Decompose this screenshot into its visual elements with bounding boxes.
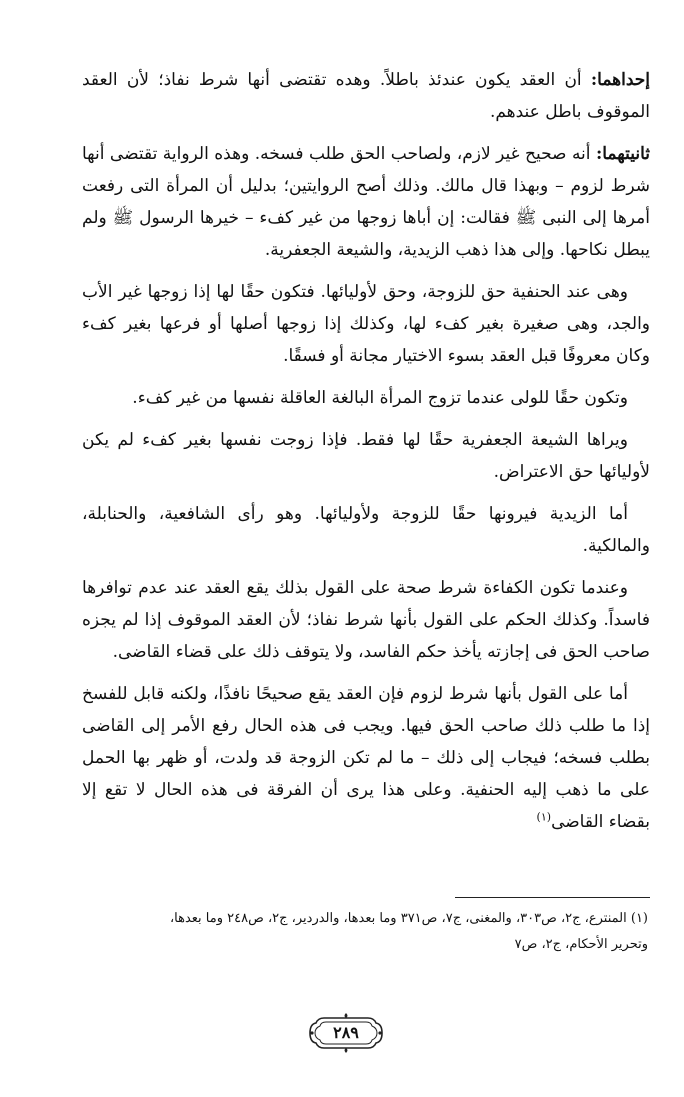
- paragraph-5: [82, 424, 650, 488]
- paragraph-text: أنه صحيح غير لازم، ولصاحب الحق طلب فسخه. وهذه الرواية تقتضى أنها شرط لزوم – وبهذا قال مالك. وذلك أصح الروايتين؛ بدليل أن المرأة التى رفعت أمرها إلى النبى ﷺ فقالت: إن أباها زوجها من غير كفء – خيرها الرسول ﷺ ولم يبطل نكاحها. وإلى هذا ذهب الزيدية، والشيعة الجعفرية.: [82, 144, 650, 260]
- footnote-line: (١) المنترع، ج٢، ص٣٠٣، والمغنى، ج٧، ص٣٧١ وما بعدها، والدردير، ج٢، ص٢٤٨ وما بعدها،: [169, 911, 648, 926]
- paragraph-text: أن العقد يكون عندئذ باطلاً. وهده تقتضى أنها شرط نفاذ؛ لأن العقد الموقوف باطل عندهم.: [82, 70, 650, 122]
- footnote-line: وتحرير الأحكام، ج٢، ص٧: [514, 937, 648, 952]
- paragraph-4: [82, 382, 650, 414]
- paragraph-8: [82, 678, 650, 838]
- paragraph-7: [82, 572, 650, 668]
- page-number-ornament: [308, 1012, 384, 1054]
- paragraph-text: وتكون حقًا للولى عندما تزوج المرأة البالغة العاقلة نفسها من غير كفء.: [132, 388, 628, 408]
- paragraph-text: وهى عند الحنفية حق للزوجة، وحق لأوليائها. فتكون حقًا لها إذا زوجها غير الأب والجد، وهى صغيرة بغير كفء لها، وكذلك إذا زوجها أصلها أو فرعها بغير كفء وكان معروفًا قبل العقد بسوء الاختيار مجانة أو فسقًا.: [82, 282, 650, 366]
- footnote-marker: (١): [536, 810, 552, 824]
- paragraph-2: [82, 138, 650, 266]
- main-text: [82, 64, 650, 848]
- paragraph-text: أما الزيدية فيرونها حقًا للزوجة ولأوليائها. وهو رأى الشافعية، والحنابلة، والمالكية.: [82, 504, 650, 556]
- paragraph-3: [82, 276, 650, 372]
- page-number: ٢٨٩: [333, 1023, 359, 1042]
- paragraph-6: [82, 498, 650, 562]
- paragraph-text: أما على القول بأنها شرط لزوم فإن العقد يقع صحيحًا نافذًا، ولكنه قابل للفسخ إذا ما طلب ذلك صاحب الحق فيها. ويجب فى هذه الحال رفع الأمر إلى القاضى بطلب فسخه؛ فيجاب إلى ذلك – ما لم تكن الزوجة قد ولدت، أو ظهر بها الحمل على ما ذهب إليه الحنفية. وعلى هذا يرى أن الفرقة فى هذه الحال لا تقع إلا بقضاء القاضى: [82, 684, 650, 832]
- paragraph-text: وعندما تكون الكفاءة شرط صحة على القول بذلك يقع العقد عند عدم توافرها فاسداً. وكذلك الحكم على القول بأنها شرط نفاذ؛ لأن العقد الموقوف إذا لم يجزه صاحب الحق فى إجازته يأخذ حكم الفاسد، ولا يتوقف ذلك على قضاء القاضى.: [82, 578, 650, 662]
- footnote: [82, 906, 648, 958]
- footnote-divider: [455, 897, 650, 898]
- paragraph-1: [82, 64, 650, 128]
- paragraph-lead: ثانيتهما:: [595, 144, 650, 164]
- paragraph-text: ويراها الشيعة الجعفرية حقًا لها فقط. فإذا زوجت نفسها بغير كفء لم يكن لأوليائها حق الاعتراض.: [82, 430, 650, 482]
- paragraph-lead: إحداهما:: [590, 70, 650, 90]
